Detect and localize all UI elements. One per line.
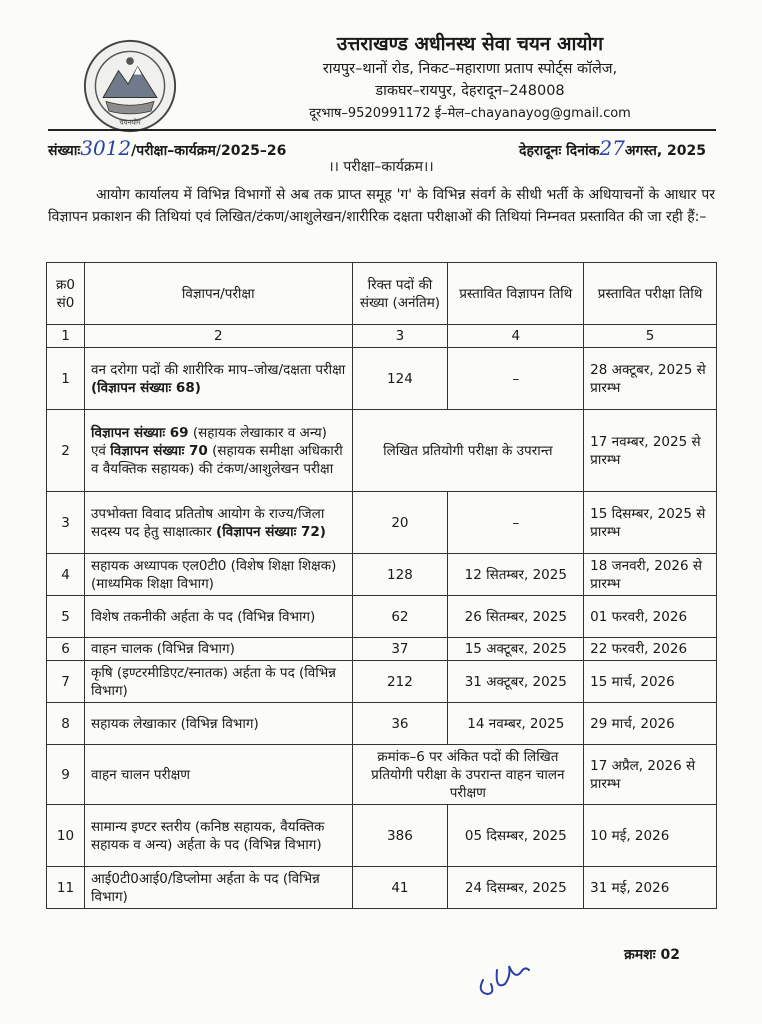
table-row: 1 वन दरोगा पदों की शारीरिक माप–जोख/दक्षता परीक्षा (विज्ञापन संख्याः 68) 124 – 28 अक्टूबर, 2025 से प्रारम्भ: [47, 348, 717, 410]
svg-text:चयनयोग: चयनयोग: [119, 118, 141, 127]
table-row: 8 सहायक लेखाकार (विभिन्न विभाग) 36 14 नवम्बर, 2025 29 मार्च, 2026: [47, 703, 717, 745]
table-row: 7 कृषि (इण्टरमीडिएट/स्नातक) अर्हता के पद (विभिन्न विभाग) 212 31 अक्टूबर, 2025 15 मार्च, 2026: [47, 661, 717, 703]
handwritten-signature-icon: [475, 950, 535, 1000]
header-divider: [48, 129, 716, 131]
header-exam-date: प्रस्तावित परीक्षा तिथि: [584, 263, 717, 325]
handwritten-number: 3012: [80, 136, 132, 160]
intro-paragraph: आयोग कार्यालय में विभिन्न विभागों से अब तक प्राप्त समूह 'ग' के विभिन्न संवर्ग के सीधी भर्ती के अधियाचनों के आधार पर विज्ञापन प्रकाशन की तिथियां एवं लिखित/टंकण/आशुलेखन/शारीरिक दक्षता परीक्षाओं की तिथियां निम्नवत प्रस्तावित की जा रही हैं:–: [48, 187, 715, 225]
schedule-table: [46, 262, 717, 909]
header-advertisement: विज्ञापन/परीक्षा: [84, 263, 352, 325]
header-sno: क्र0 सं0: [47, 263, 85, 325]
document-title: ।। परीक्षा–कार्यक्रम।।: [328, 159, 434, 175]
address-line-2: डाकघर–रायपुर, देहरादून–248008: [375, 83, 565, 99]
header-posts: रिक्त पदों की संख्या (अनंतिम): [352, 263, 448, 325]
header-adv-date: प्रस्तावित विज्ञापन तिथि: [448, 263, 584, 325]
column-number-row: 1 2 3 4 5: [47, 325, 717, 348]
table-row: 4 सहायक अध्यापक एल0टी0 (विशेष शिक्षा शिक्षक) (माध्यमिक शिक्षा विभाग) 128 12 सितम्बर, 2025 18 जनवरी, 2026 से प्रारम्भ: [47, 554, 717, 596]
emblem-seal-icon: [82, 38, 178, 134]
table-row: 11 आई0टी0आई0/डिप्लोमा अर्हता के पद (विभिन्न विभाग) 41 24 दिसम्बर, 2025 31 मई, 2026: [47, 867, 717, 909]
address-line-1: रायपुर–थानों रोड, निकट–महाराणा प्रताप स्पोर्ट्स कॉलेज,: [322, 61, 618, 77]
continued-marker: क्रमशः 02: [624, 947, 680, 963]
table-row: 6 वाहन चालक (विभिन्न विभाग) 37 15 अक्टूबर, 2025 22 फरवरी, 2026: [47, 638, 717, 661]
reference-number: संख्याः3012/परीक्षा–कार्यक्रम/2025–26: [48, 136, 287, 160]
handwritten-day: 27: [599, 136, 625, 160]
table-header-row: [47, 263, 717, 325]
table-row: 3 उपभोक्ता विवाद प्रतितोष आयोग के राज्य/जिला सदस्य पद हेतु साक्षात्कार (विज्ञापन संख्याः 72) 20 – 15 दिसम्बर, 2025 से प्रारम्भ: [47, 492, 717, 554]
org-name: उत्तराखण्ड अधीनस्थ सेवा चयन आयोग: [336, 33, 604, 55]
contact-line: दूरभाष–9520991172 ई–मेल–chayanayog@gmail.com: [309, 106, 631, 121]
table-row: 9 वाहन चालन परीक्षण क्रमांक–6 पर अंकित पदों की लिखित प्रतियोगी परीक्षा के उपरान्त वाहन चालन परीक्षण 17 अप्रैल, 2026 से प्रारम्भ: [47, 745, 717, 805]
reference-date: देहरादूनः दिनांक27अगस्त, 2025: [519, 136, 706, 160]
table-row: 10 सामान्य इण्टर स्तरीय (कनिष्ठ सहायक, वैयक्तिक सहायक व अन्य) अर्हता के पद (विभिन्न विभाग) 386 05 दिसम्बर, 2025 10 मई, 2026: [47, 805, 717, 867]
table-row: 5 विशेष तकनीकी अर्हता के पद (विभिन्न विभाग) 62 26 सितम्बर, 2025 01 फरवरी, 2026: [47, 596, 717, 638]
table-row: 2 विज्ञापन संख्याः 69 (सहायक लेखाकार व अन्य) एवं विज्ञापन संख्याः 70 (सहायक समीक्षा अधिकारी व वैयक्तिक सहायक) की टंकण/आशुलेखन परीक्षा लिखित प्रतियोगी परीक्षा के उपरान्त 17 नवम्बर, 2025 से प्रारम्भ: [47, 410, 717, 492]
